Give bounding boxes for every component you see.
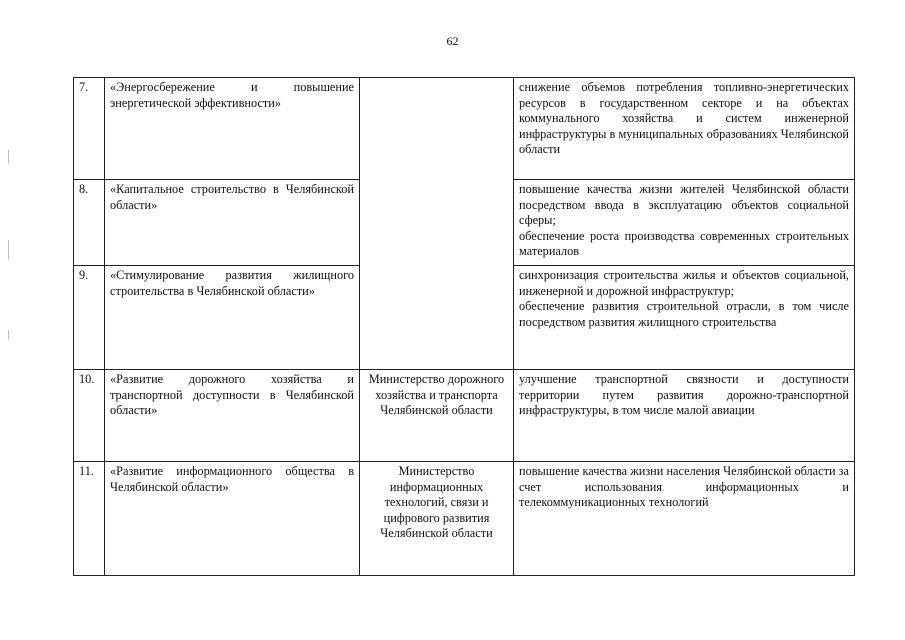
scan-edge-mark	[8, 330, 9, 340]
programs-table	[73, 77, 855, 576]
result-item: снижение объемов потребления топливно-энергетических ресурсов в государственном секторе и на объектах коммунального хозяйства и систем инженерной инфраструктуры в муниципальных образованиях Челябинской области	[519, 80, 849, 157]
table-row	[74, 370, 855, 462]
program-name: «Развитие дорожного хозяйства и транспортной доступности в Челябинской области»	[105, 370, 360, 462]
result-item: повышение качества жизни жителей Челябинской области посредством ввода в эксплуатацию объектов социальной сферы;	[519, 182, 849, 228]
result-item: синхронизация строительства жилья и объектов социальной, инженерной и дорожной инфраструктур;	[519, 268, 849, 298]
table-row	[74, 462, 855, 576]
scan-edge-mark	[8, 240, 9, 260]
ministry-cell	[360, 180, 514, 266]
result-item: обеспечение роста производства современных строительных материалов	[519, 228, 849, 259]
ministry-cell: Министерство дорожного хозяйства и транспорта Челябинской области	[360, 370, 514, 462]
expected-results	[514, 78, 855, 180]
row-number: 9.	[74, 266, 105, 370]
ministry-cell	[360, 266, 514, 370]
expected-results	[514, 370, 855, 462]
table-row	[74, 266, 855, 370]
expected-results	[514, 180, 855, 266]
program-name: «Капитальное строительство в Челябинской области»	[105, 180, 360, 266]
expected-results	[514, 462, 855, 576]
page-number: 62	[446, 34, 459, 48]
program-name: «Стимулирование развития жилищного строительства в Челябинской области»	[105, 266, 360, 370]
program-name: «Энергосбережение и повышение энергетической эффективности»	[105, 78, 360, 180]
result-item: повышение качества жизни населения Челябинской области за счет использования информационных и телекоммуникационных технологий	[519, 464, 849, 510]
row-number: 8.	[74, 180, 105, 266]
program-name: «Развитие информационного общества в Челябинской области»	[105, 462, 360, 576]
ministry-cell: Министерство информационных технологий, связи и цифрового развития Челябинской области	[360, 462, 514, 576]
result-item: обеспечение развития строительной отрасли, в том числе посредством развития жилищного строительства	[519, 299, 849, 329]
row-number: 7.	[74, 78, 105, 180]
ministry-cell	[360, 78, 514, 180]
table-row	[74, 78, 855, 180]
expected-results	[514, 266, 855, 370]
result-item: улучшение транспортной связности и доступности территории путем развития дорожно-транспортной инфраструктуры, в том числе малой авиации	[519, 372, 849, 418]
scan-edge-mark	[8, 150, 9, 164]
table-row	[74, 180, 855, 266]
row-number: 10.	[74, 370, 105, 462]
row-number: 11.	[74, 462, 105, 576]
